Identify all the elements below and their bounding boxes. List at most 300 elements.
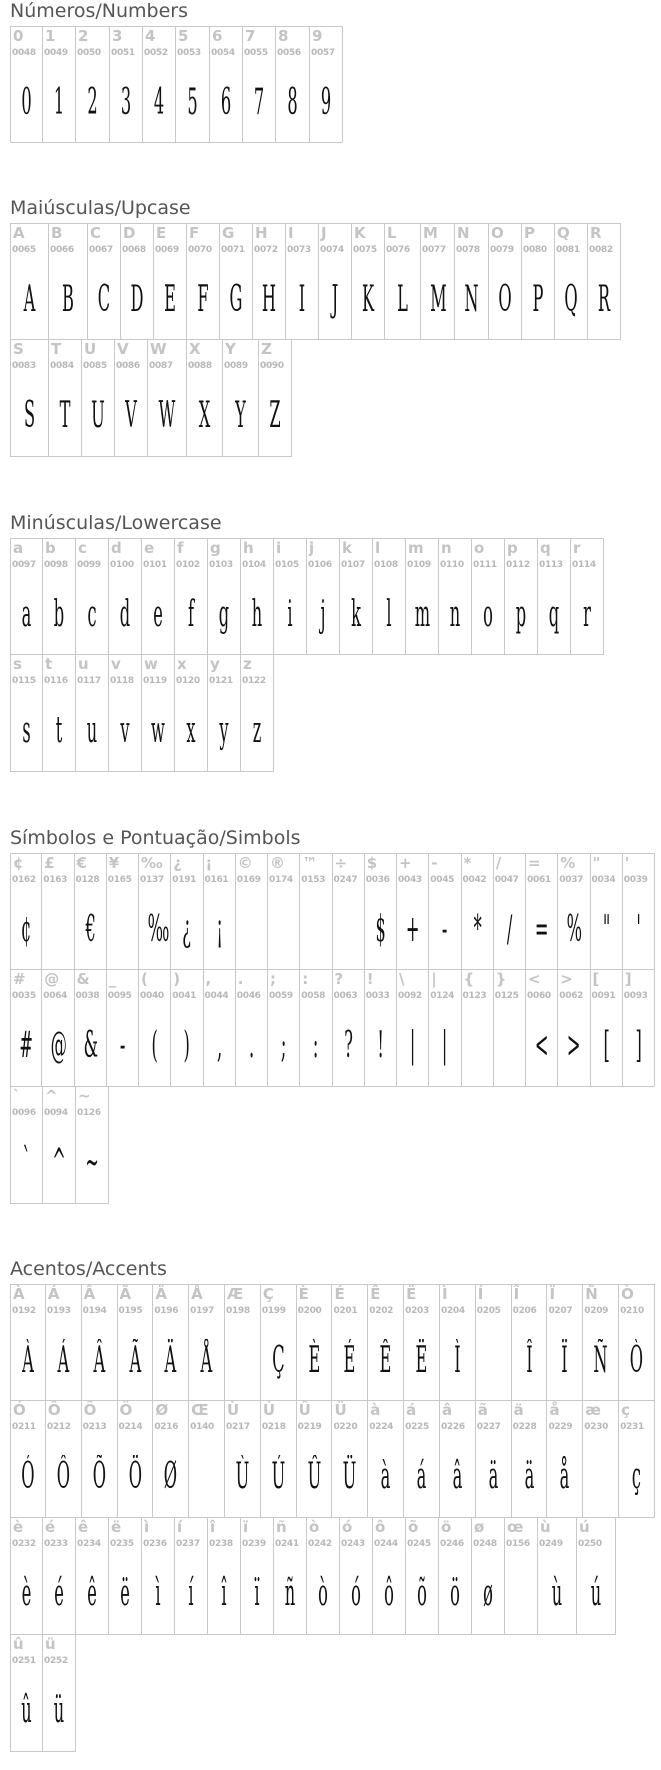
glyph-code-label: 0116 — [44, 676, 68, 686]
glyph-code-label: 0077 — [422, 245, 446, 255]
glyph-code-label: 0107 — [341, 560, 365, 570]
glyph-code-label: 0227 — [476, 1422, 501, 1432]
glyph-cell — [261, 1284, 297, 1401]
glyph-row — [10, 1087, 655, 1204]
glyph-sample: û — [21, 1690, 32, 1731]
glyph-code-label: 0098 — [44, 560, 68, 570]
glyph-row — [10, 26, 343, 143]
glyph-code-label: 0198 — [225, 1306, 250, 1316]
glyph-char-label: + — [399, 854, 412, 872]
glyph-grid — [10, 538, 604, 772]
glyph-sample: 9 — [320, 82, 332, 123]
glyph-code-label: 0078 — [456, 245, 480, 255]
glyph-code-label: 0069 — [155, 245, 179, 255]
glyph-cell — [175, 538, 208, 655]
glyph-sample: Å — [200, 1340, 213, 1381]
glyph-code-label: 0153 — [301, 875, 326, 885]
glyph-code-label: 0046 — [236, 991, 261, 1001]
glyph-cell — [439, 1518, 472, 1635]
glyph-cell — [43, 1087, 76, 1204]
glyph-sample: - — [119, 1025, 126, 1066]
glyph-cell — [175, 1518, 208, 1635]
glyph-cell — [107, 970, 139, 1087]
glyph-cell — [241, 538, 274, 655]
glyph-cell — [42, 853, 74, 970]
glyph-cell — [10, 1284, 46, 1401]
glyph-code-label: 0056 — [277, 48, 301, 58]
glyph-code-label: 0197 — [190, 1306, 215, 1316]
glyph-char-label: \ — [399, 970, 405, 988]
glyph-sample: Z — [269, 395, 281, 436]
glyph-code-label: 0111 — [473, 560, 497, 570]
glyph-char-label: Ö — [119, 1401, 133, 1419]
glyph-sample: * — [473, 909, 482, 950]
glyph-char-label: r — [573, 539, 581, 557]
glyph-code-label: 0109 — [407, 560, 431, 570]
glyph-cell — [204, 853, 236, 970]
glyph-code-label: 0174 — [269, 875, 293, 885]
glyph-cell — [404, 1401, 440, 1518]
glyph-char-label: l — [375, 539, 381, 557]
glyph-char-label: ç — [621, 1401, 630, 1419]
glyph-cell — [204, 970, 236, 1087]
glyph-code-label: 0036 — [365, 875, 390, 885]
glyph-code-label: 0073 — [287, 245, 311, 255]
glyph-code-label: 0195 — [118, 1306, 143, 1316]
glyph-char-label: ) — [173, 970, 181, 988]
glyph-cell — [406, 1518, 439, 1635]
glyph-char-label: ( — [141, 970, 148, 988]
glyph-code-label: 0165 — [107, 875, 132, 885]
section-symbols — [10, 827, 655, 1204]
glyph-sample: È — [308, 1340, 320, 1381]
glyph-code-label: 0234 — [77, 1539, 101, 1549]
glyph-code-label: 0065 — [12, 245, 36, 255]
glyph-cell — [142, 538, 175, 655]
glyph-cell — [171, 853, 203, 970]
glyph-cell — [583, 1284, 619, 1401]
glyph-char-label: q — [540, 539, 551, 557]
glyph-row — [10, 1635, 655, 1752]
glyph-code-label: 0249 — [539, 1539, 563, 1549]
glyph-char-label: à — [370, 1401, 381, 1419]
glyph-cell — [10, 223, 49, 340]
glyph-code-label: 0103 — [209, 560, 233, 570]
glyph-char-label: " — [592, 854, 601, 872]
glyph-code-label: 0102 — [176, 560, 200, 570]
glyph-sample: ô — [384, 1573, 394, 1614]
glyph-char-label: 2 — [78, 27, 89, 45]
glyph-sample: D — [130, 279, 144, 320]
glyph-code-label: 0099 — [77, 560, 101, 570]
glyph-sample: Õ — [92, 1456, 106, 1497]
glyph-sample: Ë — [415, 1340, 428, 1381]
section-lowercase — [10, 512, 655, 772]
glyph-char-label: ] — [624, 970, 632, 988]
glyph-char-label: 6 — [212, 27, 223, 45]
glyph-code-label: 0201 — [333, 1306, 358, 1316]
glyph-cell — [332, 1401, 368, 1518]
glyph-sample: i — [287, 594, 293, 635]
glyph-char-label: Ì — [441, 1285, 448, 1303]
glyph-code-label: 0140 — [190, 1422, 215, 1432]
glyph-cell — [189, 1401, 225, 1518]
glyph-char-label: € — [76, 854, 87, 872]
glyph-code-label: 0033 — [365, 991, 390, 1001]
glyph-code-label: 0092 — [398, 991, 422, 1001]
glyph-code-label: 0120 — [176, 676, 200, 686]
glyph-char-label: 7 — [245, 27, 256, 45]
glyph-code-label: 0230 — [584, 1422, 609, 1432]
glyph-char-label: ¿ — [173, 854, 182, 872]
glyph-cell — [623, 853, 655, 970]
glyph-cell — [268, 853, 300, 970]
glyph-cell — [208, 538, 241, 655]
glyph-sample: Î — [525, 1340, 533, 1381]
glyph-cell — [107, 853, 139, 970]
glyph-cell — [118, 1401, 154, 1518]
glyph-sample: f — [187, 594, 194, 635]
glyph-char-label: j — [309, 539, 315, 557]
glyph-cell — [43, 1518, 76, 1635]
glyph-sample: N — [464, 279, 479, 320]
glyph-cell — [397, 853, 429, 970]
glyph-code-label: 0218 — [261, 1422, 286, 1432]
glyph-char-label: ñ — [276, 1518, 287, 1536]
glyph-cell — [489, 223, 522, 340]
glyph-code-label: 0074 — [320, 245, 344, 255]
glyph-code-label: 0043 — [398, 875, 422, 885]
glyph-code-label: 0224 — [369, 1422, 394, 1432]
glyph-sample: ^ — [52, 1142, 66, 1183]
glyph-cell — [526, 970, 558, 1087]
glyph-code-label: 0191 — [172, 875, 197, 885]
glyph-char-label: Á — [47, 1285, 60, 1303]
glyph-cell — [274, 538, 307, 655]
glyph-row — [10, 1518, 655, 1635]
glyph-sample: ` — [22, 1142, 31, 1183]
glyph-code-label: 0225 — [405, 1422, 429, 1432]
glyph-char-label: ù — [540, 1518, 551, 1536]
glyph-sample: ì — [155, 1573, 161, 1614]
glyph-row — [10, 538, 604, 655]
glyph-char-label: 0 — [13, 27, 24, 45]
glyph-sample: 2 — [87, 82, 98, 123]
glyph-sample: $ — [375, 909, 386, 950]
glyph-code-label: 0217 — [225, 1422, 250, 1432]
glyph-cell — [476, 1401, 512, 1518]
glyph-cell — [10, 1401, 46, 1518]
glyph-cell — [43, 655, 76, 772]
glyph-code-label: 0237 — [176, 1539, 200, 1549]
glyph-cell — [588, 223, 621, 340]
glyph-char-label: ò — [309, 1518, 320, 1536]
glyph-cell — [406, 538, 439, 655]
glyph-code-label: 0210 — [620, 1306, 644, 1316]
glyph-char-label: o — [474, 539, 485, 557]
glyph-char-label: Î — [513, 1285, 520, 1303]
glyph-code-label: 0068 — [122, 245, 146, 255]
glyph-sample: k — [351, 594, 361, 635]
glyph-code-label: 0156 — [506, 1539, 530, 1549]
glyph-cell — [76, 655, 109, 772]
glyph-sample: X — [198, 395, 211, 436]
glyph-sample: Û — [307, 1456, 321, 1497]
glyph-code-label: 0212 — [46, 1422, 71, 1432]
glyph-sample: C — [97, 279, 111, 320]
glyph-code-label: 0106 — [308, 560, 332, 570]
glyph-code-label: 0094 — [44, 1108, 68, 1118]
glyph-cell — [365, 853, 397, 970]
glyph-code-label: 0083 — [12, 361, 36, 371]
glyph-cell — [268, 970, 300, 1087]
glyph-char-label: g — [210, 539, 221, 557]
glyph-char-label: Ã — [119, 1285, 132, 1303]
glyph-sample: M — [430, 279, 447, 320]
glyph-cell — [76, 538, 109, 655]
glyph-code-label: 0248 — [473, 1539, 497, 1549]
glyph-sample: ï — [254, 1573, 260, 1614]
glyph-char-label: X — [189, 340, 201, 358]
glyph-char-label: t — [45, 655, 53, 673]
glyph-code-label: 0252 — [44, 1656, 68, 1666]
glyph-code-label: 0062 — [559, 991, 584, 1001]
glyph-char-label: œ — [507, 1518, 524, 1536]
glyph-sample: Â — [93, 1340, 105, 1381]
glyph-char-label: D — [123, 224, 136, 242]
glyph-code-label: 0038 — [75, 991, 100, 1001]
glyph-char-label: ë — [111, 1518, 122, 1536]
glyph-sample: = — [534, 909, 549, 950]
glyph-cell — [591, 970, 623, 1087]
glyph-code-label: 0117 — [77, 676, 101, 686]
glyph-sample: Ä — [164, 1340, 177, 1381]
glyph-cell — [75, 853, 107, 970]
glyph-cell — [236, 970, 268, 1087]
glyph-code-label: 0193 — [46, 1306, 71, 1316]
glyph-char-label: ¥ — [108, 854, 120, 872]
glyph-code-label: 0209 — [584, 1306, 609, 1316]
glyph-sample: É — [343, 1340, 356, 1381]
glyph-code-label: 0236 — [143, 1539, 167, 1549]
glyph-code-label: 0054 — [211, 48, 235, 58]
glyph-char-label: Ï — [549, 1285, 556, 1303]
glyph-code-label: 0126 — [77, 1108, 101, 1118]
glyph-cell — [577, 1518, 616, 1635]
glyph-sample: õ — [417, 1573, 427, 1614]
glyph-sample: 8 — [287, 82, 298, 123]
glyph-cell — [225, 1284, 261, 1401]
glyph-sample: ë — [120, 1573, 130, 1614]
glyph-code-label: 0076 — [386, 245, 410, 255]
glyph-char-label: 4 — [145, 27, 156, 45]
glyph-cell — [440, 1401, 476, 1518]
glyph-cell — [340, 1518, 373, 1635]
glyph-sample: @ — [50, 1025, 68, 1066]
glyph-cell — [243, 26, 276, 143]
glyph-grid — [10, 223, 621, 457]
glyph-code-label: 0128 — [75, 875, 100, 885]
glyph-char-label: ÷ — [334, 854, 348, 872]
glyph-char-label: á — [406, 1401, 417, 1419]
glyph-sample: U — [91, 395, 105, 436]
glyph-char-label: s — [13, 655, 22, 673]
glyph-sample: 5 — [187, 82, 198, 123]
glyph-sample: : — [313, 1025, 319, 1066]
glyph-char-label: M — [423, 224, 438, 242]
glyph-sample: j — [320, 594, 326, 635]
glyph-sample: ( — [151, 1025, 158, 1066]
glyph-sample: c — [87, 594, 97, 635]
glyph-char-label: _ — [108, 970, 117, 988]
glyph-char-label: È — [298, 1285, 309, 1303]
glyph-row — [10, 970, 655, 1087]
glyph-char-label: õ — [408, 1518, 419, 1536]
glyph-sample: s — [22, 710, 31, 751]
glyph-cell — [118, 1284, 154, 1401]
glyph-sample: d — [119, 594, 131, 635]
glyph-sample: l — [386, 594, 392, 635]
glyph-char-label: K — [354, 224, 366, 242]
glyph-code-label: 0213 — [82, 1422, 107, 1432]
glyph-cell — [241, 655, 274, 772]
glyph-code-label: 0192 — [12, 1306, 36, 1316]
glyph-code-label: 0211 — [12, 1422, 36, 1432]
glyph-code-label: 0228 — [512, 1422, 537, 1432]
glyph-sample: á — [416, 1456, 427, 1497]
glyph-cell — [333, 970, 365, 1087]
glyph-code-label: 0095 — [107, 991, 132, 1001]
glyph-code-label: 0123 — [462, 991, 487, 1001]
glyph-cell — [49, 223, 88, 340]
glyph-cell — [154, 223, 187, 340]
glyph-sample: ó — [351, 1573, 361, 1614]
glyph-cell — [462, 853, 494, 970]
glyph-sample: w — [151, 710, 165, 751]
glyph-char-label: } — [495, 970, 507, 988]
glyph-char-label: V — [117, 340, 129, 358]
glyph-cell — [223, 340, 259, 457]
glyph-code-label: 0061 — [527, 875, 551, 885]
glyph-char-label: ™ — [302, 854, 318, 872]
glyph-code-label: 0050 — [77, 48, 101, 58]
glyph-char-label: ô — [375, 1518, 386, 1536]
glyph-cell — [46, 1401, 82, 1518]
glyph-sample: | — [442, 1025, 448, 1066]
glyph-cell — [10, 655, 43, 772]
glyph-char-label: £ — [44, 854, 55, 872]
glyph-char-label: Z — [261, 340, 272, 358]
glyph-char-label: @ — [44, 970, 60, 988]
glyph-cell — [10, 1635, 43, 1752]
glyph-char-label: ! — [366, 970, 374, 988]
glyph-code-label: 0093 — [623, 991, 648, 1001]
glyph-cell — [307, 1518, 340, 1635]
glyph-code-label: 0235 — [110, 1539, 134, 1549]
glyph-code-label: 0055 — [244, 48, 268, 58]
glyph-cell — [538, 1518, 577, 1635]
glyph-sample: [ — [602, 1025, 610, 1066]
glyph-code-label: 0110 — [440, 560, 464, 570]
glyph-code-label: 0219 — [297, 1422, 322, 1432]
glyph-char-label: ú — [579, 1518, 590, 1536]
glyph-char-label: z — [243, 655, 252, 673]
glyph-cell — [505, 1518, 538, 1635]
glyph-cell — [139, 853, 171, 970]
glyph-cell — [82, 340, 115, 457]
glyph-code-label: 0161 — [204, 875, 229, 885]
glyph-code-label: 0081 — [556, 245, 580, 255]
glyph-sample: ‰ — [147, 909, 170, 950]
glyph-sample: & — [83, 1025, 98, 1066]
glyph-sample: ä — [524, 1456, 534, 1497]
glyph-sample: 3 — [120, 82, 132, 123]
glyph-char-label: û — [13, 1635, 24, 1653]
glyph-cell — [220, 223, 253, 340]
glyph-cell — [583, 1401, 619, 1518]
glyph-char-label: 3 — [112, 27, 123, 45]
glyph-sample: 0 — [21, 82, 32, 123]
glyph-char-label: - — [431, 854, 438, 872]
glyph-row — [10, 340, 621, 457]
glyph-code-label: 0070 — [188, 245, 212, 255]
glyph-char-label: Ò — [621, 1285, 634, 1303]
glyph-code-label: 0087 — [149, 361, 173, 371]
glyph-cell — [373, 1518, 406, 1635]
section-accents — [10, 1258, 655, 1752]
glyph-sample: 7 — [253, 82, 265, 123]
glyph-sample: | — [409, 1025, 416, 1066]
glyph-code-label: 0251 — [12, 1656, 36, 1666]
glyph-sample: " — [602, 909, 610, 950]
glyph-char-label: I — [288, 224, 294, 242]
glyph-code-label: 0097 — [12, 560, 36, 570]
glyph-code-label: 0091 — [591, 991, 616, 1001]
glyph-cell — [319, 223, 352, 340]
glyph-char-label: Æ — [226, 1285, 244, 1303]
glyph-sample: 1 — [53, 82, 65, 123]
section-title: Maiúsculas/Upcase — [10, 197, 191, 219]
glyph-code-label: 0067 — [89, 245, 113, 255]
glyph-sample: Ê — [379, 1340, 392, 1381]
glyph-cell — [208, 1518, 241, 1635]
glyph-sample: v — [120, 710, 130, 751]
glyph-code-label: 0088 — [188, 361, 212, 371]
glyph-code-label: 0122 — [242, 676, 266, 686]
glyph-cell — [10, 970, 42, 1087]
glyph-char-label: m — [408, 539, 424, 557]
glyph-sample: J — [331, 279, 339, 320]
glyph-cell — [43, 538, 76, 655]
glyph-cell — [512, 1284, 548, 1401]
glyph-char-label: Ø — [155, 1401, 169, 1419]
glyph-char-label: ¡ — [205, 854, 213, 872]
glyph-code-label: 0079 — [490, 245, 514, 255]
glyph-cell — [421, 223, 455, 340]
glyph-code-label: 0085 — [83, 361, 107, 371]
glyph-cell — [153, 1401, 189, 1518]
glyph-sample: Ï — [561, 1340, 569, 1381]
glyph-code-label: 0052 — [144, 48, 168, 58]
glyph-cell — [10, 26, 43, 143]
glyph-sample: E — [164, 279, 176, 320]
glyph-cell — [404, 1284, 440, 1401]
glyph-sample: Ó — [21, 1456, 35, 1497]
glyph-sample: # — [19, 1025, 33, 1066]
glyph-code-label: 0060 — [527, 991, 551, 1001]
glyph-cell — [505, 538, 538, 655]
glyph-cell — [368, 1401, 404, 1518]
